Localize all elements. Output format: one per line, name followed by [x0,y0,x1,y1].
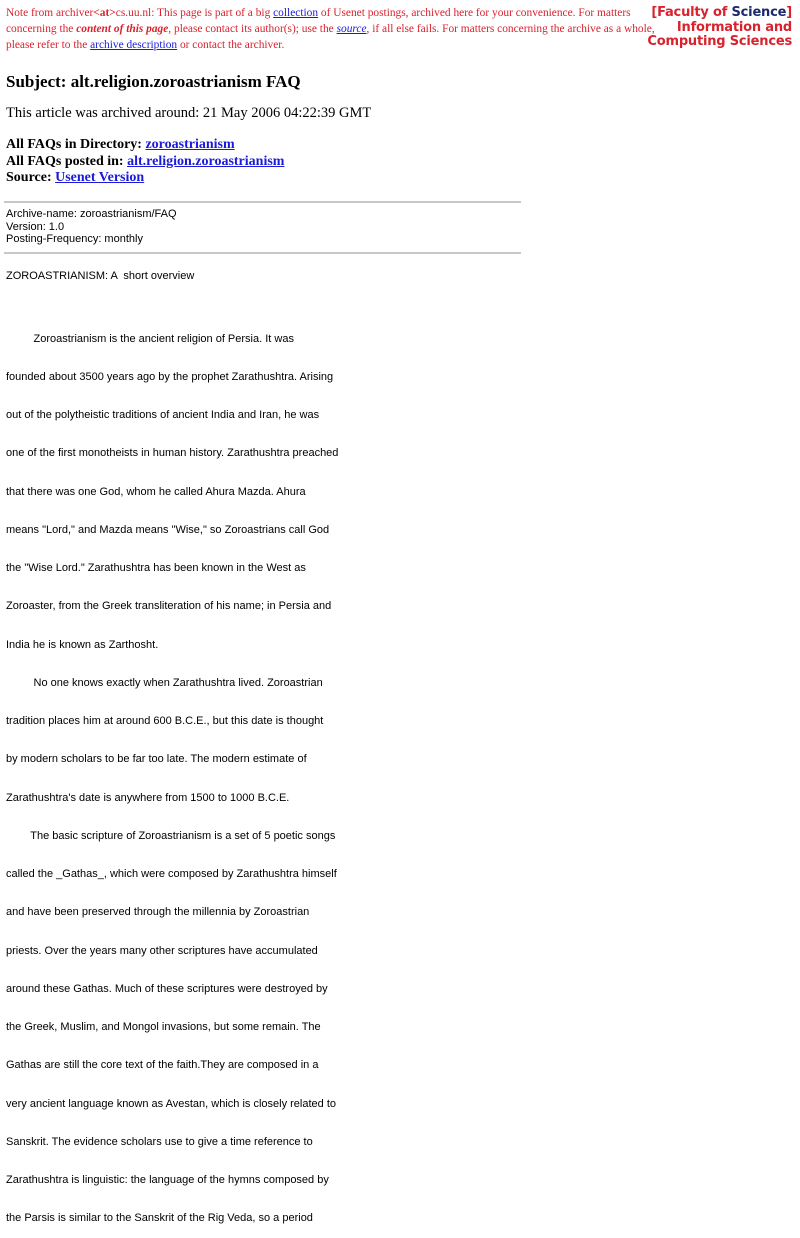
body-line: the "Wise Lord." Zarathushtra has been known in the West as [6,562,306,574]
body-line: Zoroastrianism is the ancient religion of Persia. It was [6,332,294,345]
directory-row [6,137,284,154]
logo-science-text: Science [731,5,787,20]
directory-label: All FAQs in Directory: [6,137,146,152]
body-line: called the _Gathas_, which were composed by Zarathushtra himself [6,868,337,880]
faq-links [6,137,284,187]
body-line: that there was one God, whom he called Ahura Mazda. Ahura [6,485,306,498]
note-email: cs.uu.nl: This page is part of a big [115,7,274,19]
body-line: the Greek, Muslim, and Mongol invasions, but some remain. The [6,1021,321,1033]
note-suffix: or contact the archiver. [177,39,285,51]
at-label: <at> [93,7,116,19]
body-line: Gathas are still the core text of the faith.They are composed in a [6,1059,319,1072]
body-line: around these Gathas. Much of these scriptures were destroyed by [6,982,328,995]
note-text: , if all else fails. For matters concerning the archive as a whole, please refer to the [6,23,655,51]
posted-in-label: All FAQs posted in: [6,153,128,169]
body-line: out of the polytheistic traditions of ancient India and Iran, he was [6,409,320,421]
note-prefix: Note from archiver [6,7,94,19]
content-of-page-label: content of this page [76,23,169,35]
body-line: founded about 3500 years ago by the prophet Zarathushtra. Arising [6,370,334,383]
version: Version: 1.0 [6,220,65,233]
archive-name: Archive-name: zoroastrianism/FAQ [6,208,177,220]
faq-metadata [6,208,177,246]
posting-frequency: Posting-Frequency: monthly [6,233,143,246]
divider-top [4,201,521,203]
page-title: Subject: alt.religion.zoroastrianism FAQ [6,72,301,91]
logo-line-1 [647,6,792,21]
body-line: tradition places him at around 600 B.C.E., but this date is thought [6,715,324,727]
logo-faculty-text: [Faculty of [651,5,732,20]
logo-bracket: ] [786,5,792,20]
posted-in-row [6,154,284,171]
body-line: the Parsis is similar to the Sanskrit of the Rig Veda, so a period [6,1212,313,1225]
body-line: priests. Over the years many other scriptures have accumulated [6,944,318,957]
usenet-version-link[interactable]: Usenet Version [55,170,145,185]
directory-link[interactable]: zoroastrianism [145,137,235,152]
faculty-logo[interactable] [647,6,792,50]
body-line: The basic scripture of Zoroastrianism is a set of 5 poetic songs [6,829,336,842]
archiver-note [6,5,666,53]
body-line: by modern scholars to be far too late. The modern estimate of [6,753,307,766]
overview-title: ZOROASTRIANISM: A short overview [6,270,195,282]
divider-bottom [4,252,521,254]
note-text: , please contact its author(s); use the [168,23,337,35]
source-label: Source: [6,170,56,185]
body-line: Sanskrit. The evidence scholars use to give a time reference to [6,1135,313,1148]
body-line: means "Lord," and Mazda means "Wise," so Zoroastrians call God [6,523,330,536]
body-line: Zarathushtra's date is anywhere from 1500 to 1000 B.C.E. [6,791,290,804]
body-line: very ancient language known as Avestan, which is closely related to [6,1097,336,1110]
body-line: and have been preserved through the millennia by Zoroastrian [6,906,310,919]
collection-link[interactable]: collection [273,7,319,19]
logo-line-2: Information and [676,19,792,35]
body-line: No one knows exactly when Zarathushtra lived. Zoroastrian [6,676,323,689]
source-link[interactable]: source [336,23,367,35]
body-line: Zarathushtra is linguistic: the language of the hymns composed by [6,1174,329,1186]
article-body [6,307,339,1238]
body-line: India he is known as Zarthosht. [6,638,159,651]
logo-line-3: Computing Sciences [647,34,792,49]
newsgroup-link[interactable]: alt.religion.zoroastrianism [127,153,285,169]
archive-description-link[interactable]: archive description [90,39,178,51]
source-row [6,170,284,187]
body-line: one of the first monotheists in human history. Zarathushtra preached [6,447,339,460]
note-text: of Usenet postings, archived here for your convenience. For matters concerning the [6,7,631,35]
body-line: Zoroaster, from the Greek transliteration of his name; in Persia and [6,600,332,613]
archived-date: This article was archived around: 21 May 2006 04:22:39 GMT [6,105,372,121]
